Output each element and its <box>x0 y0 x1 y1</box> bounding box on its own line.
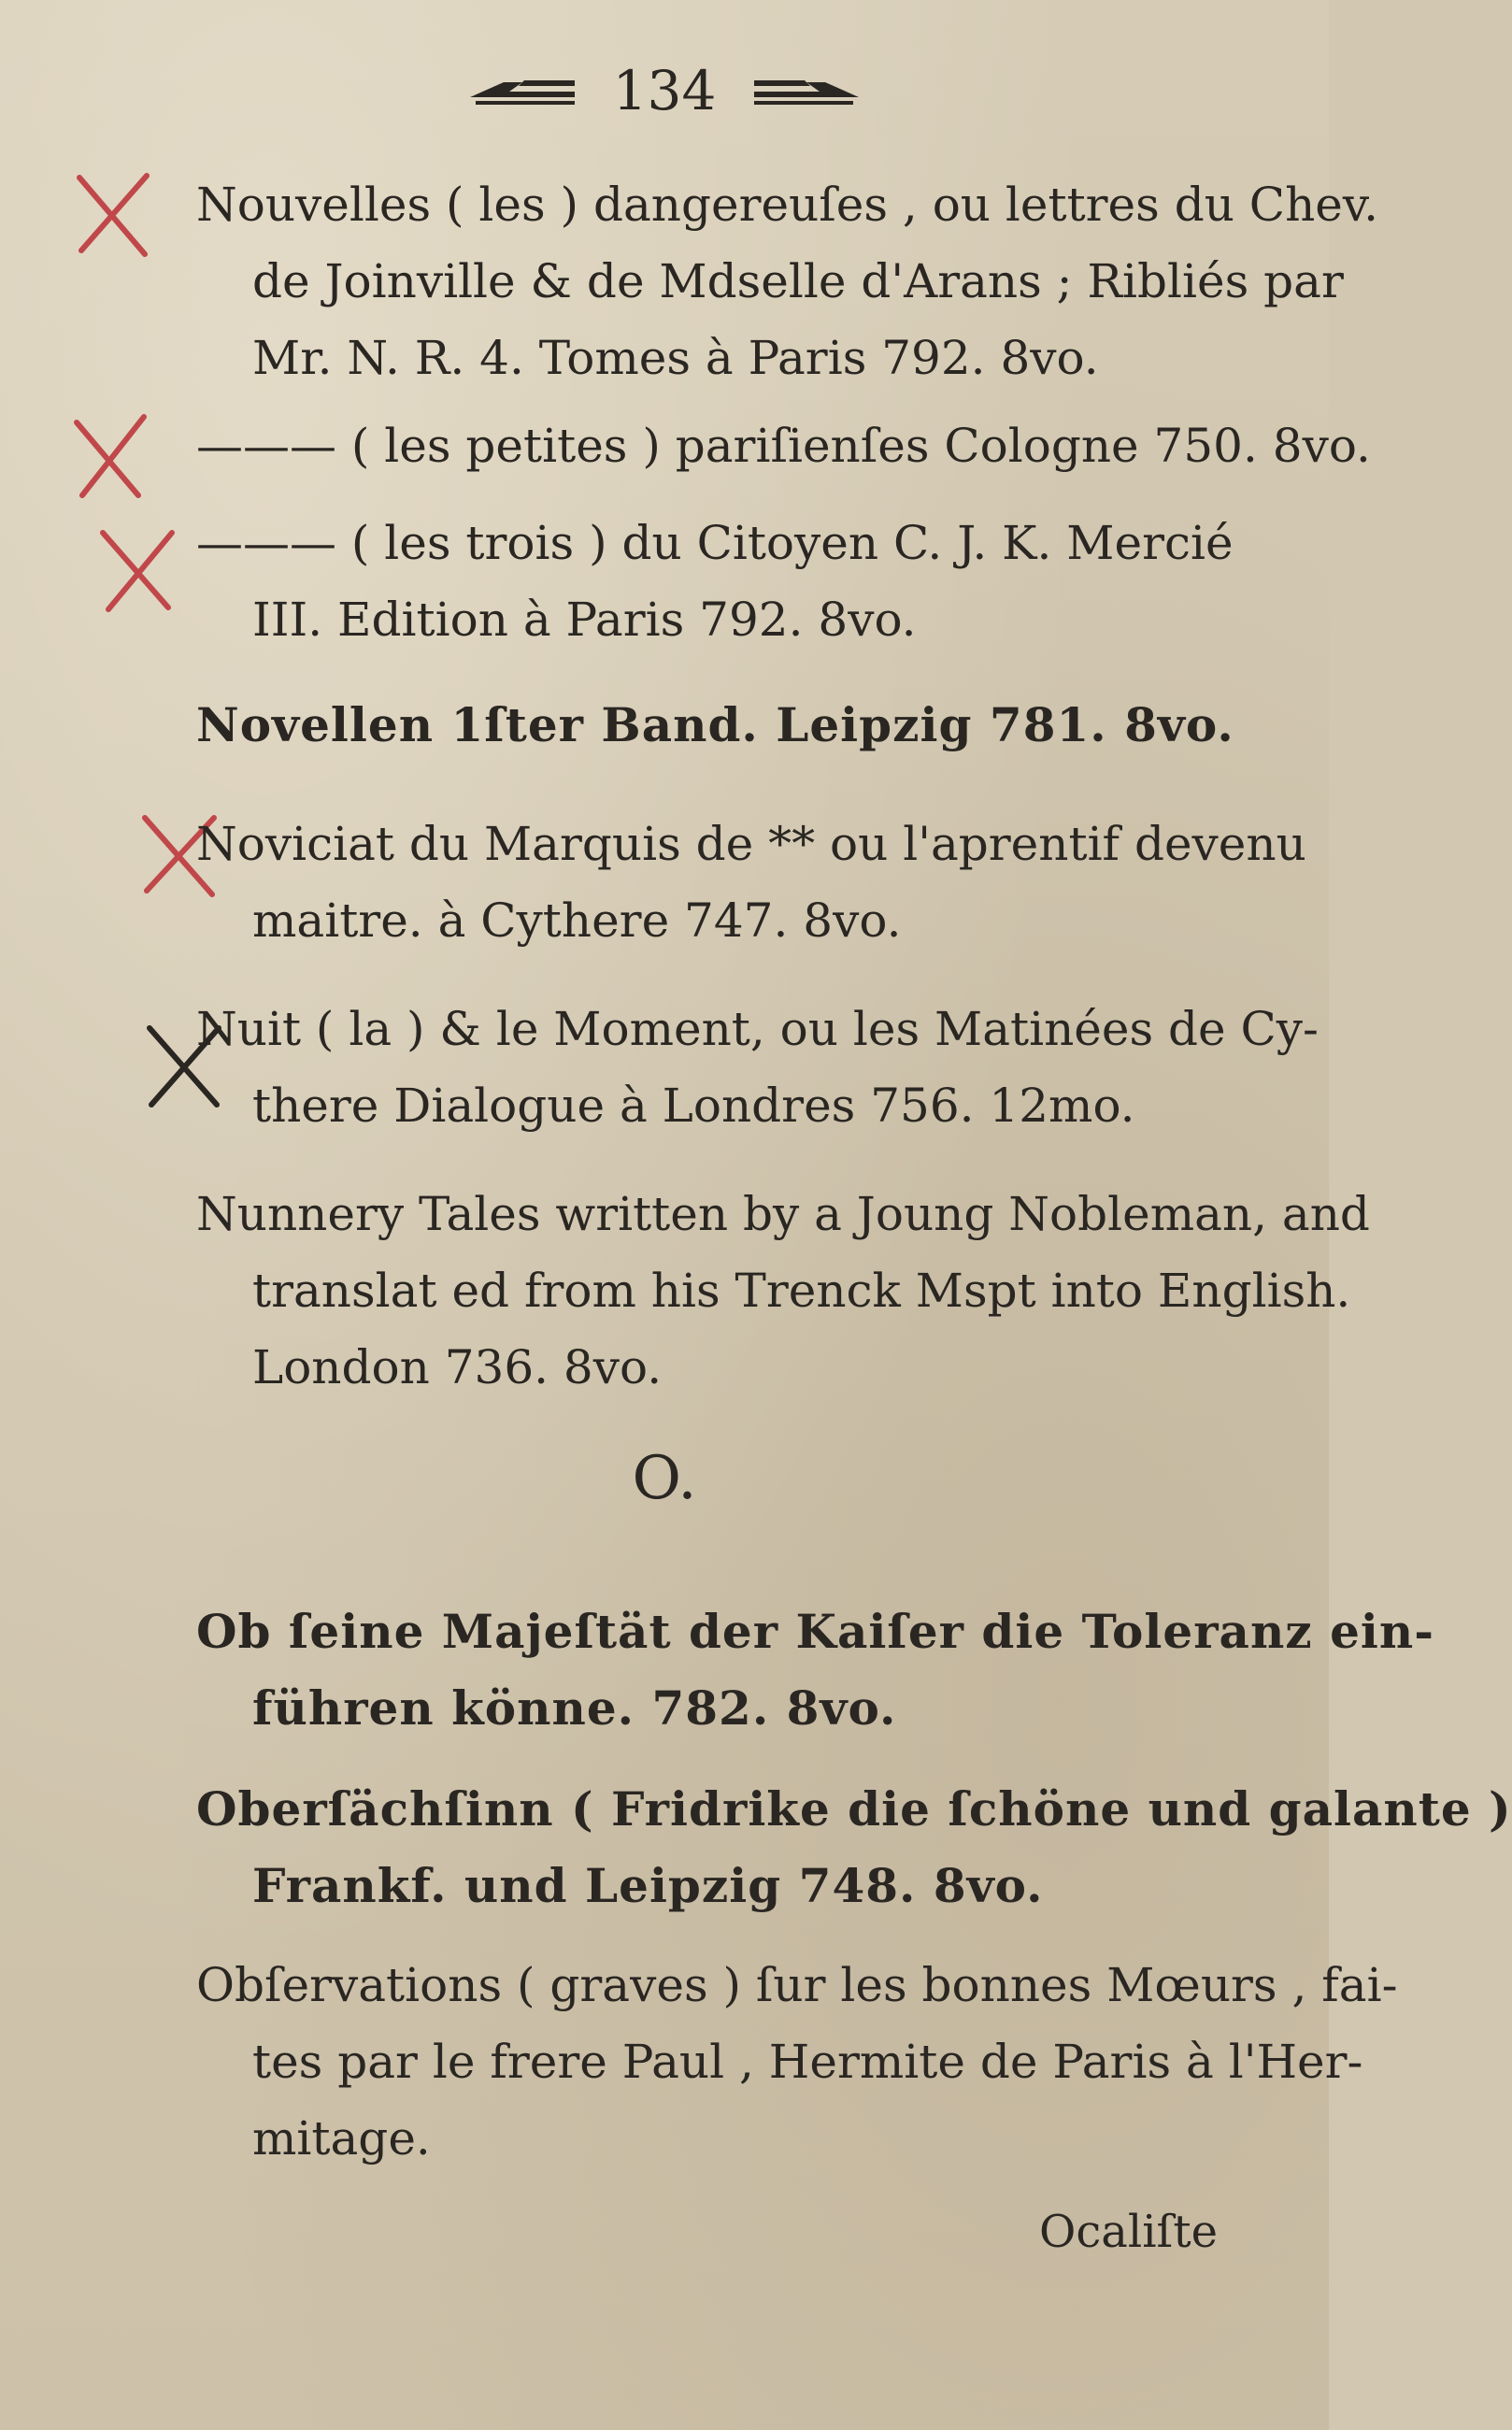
entry-noviciat <box>196 806 1306 959</box>
entry-line: tes par le frere Paul , Hermite de Paris à l'Her- <box>252 2035 1363 2089</box>
ornament-right-icon <box>750 75 863 107</box>
entry-line: Nuit ( la ) & le Moment, ou les Matinées de Cy- <box>196 1002 1319 1056</box>
entry-ob-seine-majestat <box>196 1594 1435 1747</box>
entry-line: London 736. 8vo. <box>252 1340 663 1394</box>
entry-line: Noviciat du Marquis de ** ou l'aprentif devenu <box>196 817 1306 871</box>
entry-nuit <box>196 991 1319 1144</box>
entry-line: de Joinville & de Mdselle d'Arans ; Ribliés par <box>252 254 1344 308</box>
entry-observations <box>196 1947 1398 2177</box>
entry-line: Nouvelles ( les ) dangereuſes , ou lettres du Chev. <box>196 178 1379 232</box>
entry-line: maitre. à Cythere 747. 8vo. <box>252 893 902 948</box>
entry-line: Mr. N. R. 4. Tomes à Paris 792. 8vo. <box>252 331 1099 385</box>
entry-line: führen könne. 782. 8vo. <box>252 1680 897 1736</box>
section-letter: O. <box>632 1444 697 1513</box>
entry-line: Obſervations ( graves ) ſur les bonnes Mœurs , fai- <box>196 1958 1398 2012</box>
entry-line: Novellen 1ſter Band. Leipzig 781. 8vo. <box>196 697 1234 752</box>
entry-line: Oberſächſinn ( Fridrike die ſchöne und galante ) <box>196 1781 1512 1837</box>
entry-line: there Dialogue à Londres 756. 12mo. <box>252 1079 1135 1133</box>
entry-nunnery-tales <box>196 1176 1370 1406</box>
entry-nouvelles-dangereuses <box>196 166 1379 396</box>
entry-line: Ob ſeine Majeſtät der Kaiſer die Toleranz ein- <box>196 1604 1435 1659</box>
entry-line: translat ed from his Trenck Mspt into English. <box>252 1264 1351 1318</box>
red-cross-mark-icon <box>93 523 178 617</box>
entry-nouvelles-trois <box>196 505 1252 658</box>
red-cross-mark-icon <box>65 411 150 505</box>
entry-line: ——— ( les trois ) du Citoyen C. J. K. Mercié <box>196 516 1234 570</box>
entry-obersachsinn <box>196 1771 1512 1924</box>
entry-novellen <box>196 687 1252 764</box>
page-header <box>0 49 1329 128</box>
entry-line: Nunnery Tales written by a Joung Nobleman, and <box>196 1187 1370 1241</box>
page-number: 134 <box>612 58 717 122</box>
entry-line: ——— ( les petites ) pariſienſes Cologne 750. 8vo. <box>196 419 1371 473</box>
catchword: Ocaliſte <box>1039 2206 1219 2258</box>
entry-line: mitage. <box>252 2111 431 2166</box>
entry-line: III. Edition à Paris 792. 8vo. <box>252 593 917 647</box>
ornament-left-icon <box>466 75 578 107</box>
red-cross-mark-icon <box>70 168 154 262</box>
entry-line: Frankf. und Leipzig 748. 8vo. <box>252 1858 1044 1913</box>
entry-nouvelles-petites <box>196 407 1371 484</box>
